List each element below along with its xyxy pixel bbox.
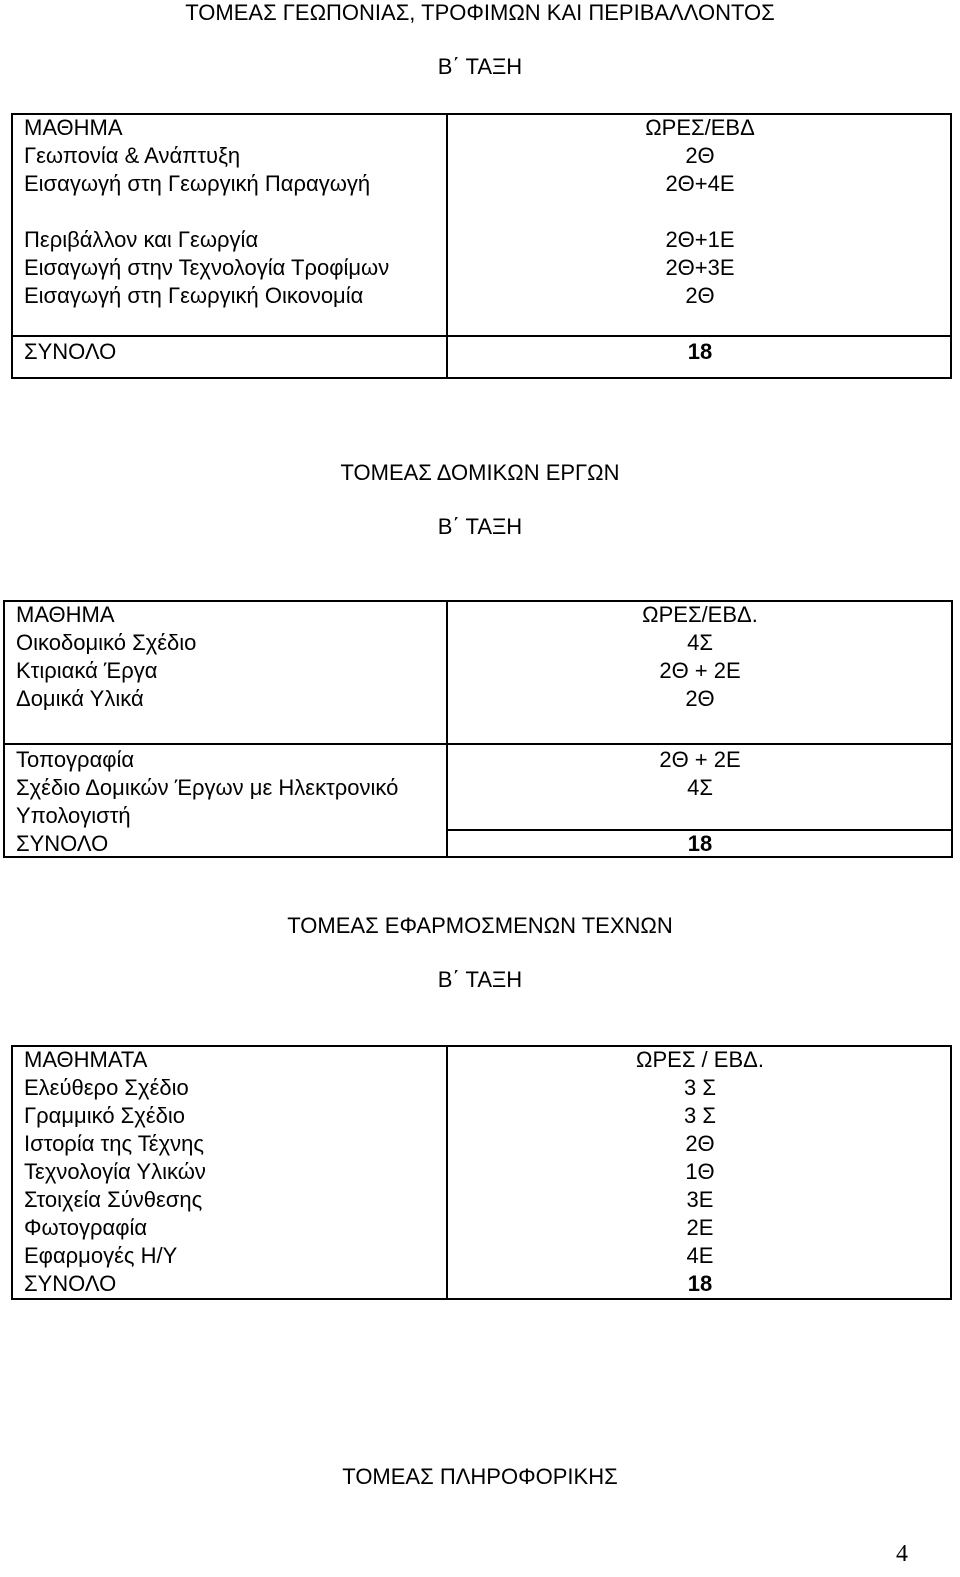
table-cell-hours: 4Σ	[687, 775, 713, 800]
section-title-informatics: ΤΟΜΕΑΣ ΠΛΗΡΟΦΟΡΙΚΗΣ	[342, 1464, 618, 1489]
table-cell-hours: 2Θ+4Ε	[665, 171, 735, 196]
table-cell-hours: 3 Σ	[684, 1075, 716, 1100]
row-divider	[446, 743, 953, 745]
table-cell-subject: Τεχνολογία Υλικών	[24, 1159, 206, 1184]
table-cell-subject: Δομικά Υλικά	[16, 686, 144, 711]
table-cell-hours: 3 Σ	[684, 1103, 716, 1128]
table-header-subject: ΜΑΘΗΜΑ	[16, 602, 115, 627]
table-header-hours: ΩΡΕΣ/ΕΒΔ.	[642, 602, 758, 627]
table-header-subject: ΜΑΘΗΜΑ	[24, 115, 123, 140]
table-header-hours: ΩΡΕΣ / ΕΒΔ.	[636, 1047, 764, 1072]
table-cell-hours: 2Θ	[685, 1131, 715, 1156]
class-label: Β΄ ΤΑΞΗ	[437, 54, 523, 79]
section-title-construction: ΤΟΜΕΑΣ ΔΟΜΙΚΩΝ ΕΡΓΩΝ	[340, 460, 620, 485]
table-total-value: 18	[687, 831, 713, 856]
table-cell-subject: Εφαρμογές Η/Υ	[24, 1243, 178, 1268]
table-cell-subject: Σχέδιο Δομικών Έργων με Ηλεκτρονικό	[16, 775, 399, 800]
table-cell-hours: 2Θ + 2Ε	[659, 658, 741, 683]
table-total-label: ΣΥΝΟΛΟ	[24, 339, 117, 364]
section-title-agriculture: ΤΟΜΕΑΣ ΓΕΩΠΟΝΙΑΣ, ΤΡΟΦΙΜΩΝ ΚΑΙ ΠΕΡΙΒΑΛΛΟΝΤΟΣ	[185, 0, 775, 25]
table-cell-subject: Γραμμικό Σχέδιο	[24, 1103, 185, 1128]
table-cell-subject: Γεωπονία & Ανάπτυξη	[24, 143, 241, 168]
table-total-label: ΣΥΝΟΛΟ	[16, 831, 109, 856]
table-cell-subject: Εισαγωγή στη Γεωργική Οικονομία	[24, 283, 364, 308]
table-cell-hours: 3Ε	[686, 1187, 714, 1212]
table-cell-hours: 2Θ	[685, 143, 715, 168]
table-cell-subject: Οικοδομικό Σχέδιο	[16, 630, 197, 655]
section-title-applied-arts: ΤΟΜΕΑΣ ΕΦΑΡΜΟΣΜΕΝΩΝ ΤΕΧΝΩΝ	[287, 913, 673, 938]
table-cell-subject: Ελεύθερο Σχέδιο	[24, 1075, 189, 1100]
table-cell-hours: 1Θ	[685, 1159, 715, 1184]
class-label: Β΄ ΤΑΞΗ	[437, 967, 523, 992]
table-cell-subject: Εισαγωγή στη Γεωργική Παραγωγή	[24, 171, 371, 196]
table-cell-hours: 2Θ + 2Ε	[659, 747, 741, 772]
table-cell-subject-cont: Υπολογιστή	[16, 803, 131, 828]
table-total-value: 18	[687, 339, 713, 364]
table-cell-subject: Περιβάλλον και Γεωργία	[24, 227, 259, 252]
table-cell-hours: 4Σ	[687, 630, 713, 655]
table-cell-hours: 2Ε	[686, 1215, 714, 1240]
table-cell-subject: Κτιριακά Έργα	[16, 658, 158, 683]
table-cell-subject: Τοπογραφία	[16, 747, 135, 772]
table-total-value: 18	[687, 1271, 713, 1296]
table-cell-subject: Στοιχεία Σύνθεσης	[24, 1187, 203, 1212]
class-label: Β΄ ΤΑΞΗ	[437, 514, 523, 539]
table-cell-hours: 2Θ+3Ε	[665, 255, 735, 280]
table-cell-subject: Φωτογραφία	[24, 1215, 148, 1240]
table-cell-hours: 4Ε	[686, 1243, 714, 1268]
total-row-divider	[11, 335, 952, 337]
table-cell-subject: Εισαγωγή στην Τεχνολογία Τροφίμων	[24, 255, 390, 280]
table-cell-hours: 2Θ+1Ε	[665, 227, 735, 252]
table-total-label: ΣΥΝΟΛΟ	[24, 1271, 117, 1296]
table-cell-hours: 2Θ	[685, 686, 715, 711]
table-header-subject: ΜΑΘΗΜΑΤΑ	[24, 1047, 148, 1072]
row-divider	[3, 743, 448, 745]
table-cell-subject: Ιστορία της Τέχνης	[24, 1131, 204, 1156]
table-header-hours: ΩΡΕΣ/ΕΒΔ	[645, 115, 755, 140]
table-cell-hours: 2Θ	[685, 283, 715, 308]
page-number: 4	[896, 1541, 908, 1567]
